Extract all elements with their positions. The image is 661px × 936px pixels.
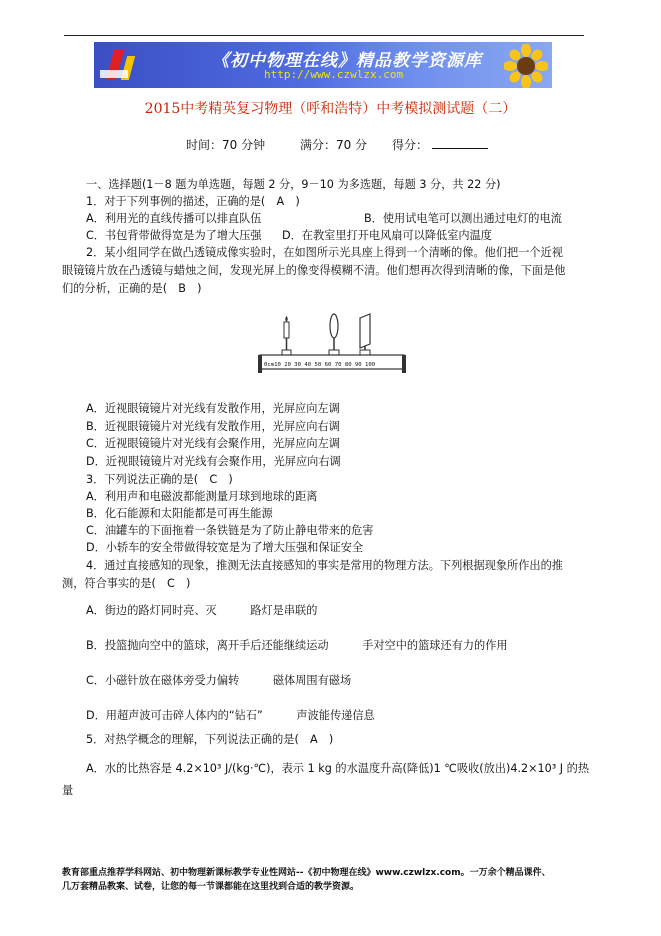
q1-option-b: B．使用试电笔可以测出通过电灯的电流 <box>364 212 562 225</box>
candle-flame <box>285 316 288 322</box>
score-blank[interactable] <box>432 148 488 149</box>
banner-url[interactable]: http://www.czwlzx.com <box>264 68 404 81</box>
bench-scale-label: 0cm10 20 30 40 50 60 70 80 90 100 <box>264 362 376 368</box>
q4-option-a: A．街边的路灯同时亮、灭 路灯是串联的 <box>86 604 318 617</box>
q5-option-a-line1: A．水的比热容是 4.2×10³ J/(kg·℃)，表示 1 kg 的水温度升高(降低)1 ℃吸收(放出)4.2×10³ J 的热 <box>86 762 590 775</box>
q4-option-c: C．小磁针放在磁体旁受力偏转 磁体周围有磁场 <box>86 674 352 687</box>
q2-stem-line1: 2．某小组同学在做凸透镜成像实验时，在如图所示光具座上得到一个清晰的像。他们把一个近视 <box>86 246 563 259</box>
time-info: 时间：70 分钟 <box>186 138 266 152</box>
q2-stem-line3: 们的分析，正确的是( B ) <box>62 282 202 295</box>
footer-line2: 几万套精品教案、试卷，让您的每一节课都能在这里找到合适的教学资源。 <box>62 882 360 892</box>
q2-option-b: B．近视眼镜镜片对光线有发散作用，光屏应向右调 <box>86 420 340 433</box>
optical-bench-figure <box>258 312 408 374</box>
logo-icon-base <box>100 70 128 78</box>
light-screen <box>360 314 370 348</box>
q3-option-c: C．油罐车的下面拖着一条铁链是为了防止静电带来的危害 <box>86 524 374 537</box>
q1-stem: 1．对于下列事例的描述，正确的是( A ) <box>86 195 300 208</box>
q2-stem-line2: 眼镜镜片放在凸透镜与蜡烛之间，发现光屏上的像变得模糊不清。他们想再次得到清晰的像，下面是他 <box>62 264 566 277</box>
q2-option-d: D．近视眼镜镜片对光线有会聚作用，光屏应向右调 <box>86 455 341 468</box>
full-score-info: 满分：70 分 <box>300 138 368 152</box>
q4-stem-line2: 测，符合事实的是( C ) <box>62 577 191 590</box>
section-heading: 一、选择题(1－8 题为单选题，每题 2 分，9－10 为多选题，每题 3 分，共 22 分) <box>86 178 501 191</box>
header-rule <box>64 35 584 36</box>
banner <box>94 42 552 88</box>
q3-option-b: B．化石能源和太阳能都是可再生能源 <box>86 507 273 520</box>
score-label: 得分： <box>392 138 429 152</box>
q4-option-d: D．用超声波可击碎人体内的“钻石” 声波能传递信息 <box>86 709 375 722</box>
page-title: 2015中考精英复习物理（呼和浩特）中考模拟测试题（二） <box>144 101 517 117</box>
q3-stem: 3．下列说法正确的是( C ) <box>86 473 233 486</box>
sunflower-icon <box>504 44 548 88</box>
q4-stem-line1: 4．通过直接感知的现象，推测无法直接感知的事实是常用的物理方法。下列根据现象所作出的推 <box>86 559 563 572</box>
q2-option-a: A．近视眼镜镜片对光线有发散作用，光屏应向左调 <box>86 402 340 415</box>
q5-stem: 5．对热学概念的理解，下列说法正确的是( A ) <box>86 733 334 746</box>
q1-option-a: A．利用光的直线传播可以排直队伍 <box>86 212 262 225</box>
footer-line1: 教育部重点推荐学科网站、初中物理新课标教学专业性网站--《初中物理在线》www.czwlzx.com。一万余个精品课件、 <box>62 868 551 878</box>
q1-option-d: D．在教室里打开电风扇可以降低室内温度 <box>282 229 492 242</box>
q3-option-a: A．利用声和电磁波都能测量月球到地球的距离 <box>86 490 318 503</box>
q1-option-c: C．书包背带做得宽是为了增大压强 <box>86 229 262 242</box>
q3-option-d: D．小轿车的安全带做得较宽是为了增大压强和保证安全 <box>86 541 364 554</box>
banner-title: 《初中物理在线》精品教学资源库 <box>212 51 482 71</box>
convex-lens <box>330 314 338 338</box>
candle <box>284 322 289 338</box>
q5-option-a-line2: 量 <box>62 784 74 797</box>
q2-option-c: C．近视眼镜镜片对光线有会聚作用，光屏应向左调 <box>86 437 340 450</box>
q4-option-b: B．投篮抛向空中的篮球，离开手后还能继续运动 手对空中的篮球还有力的作用 <box>86 639 508 652</box>
